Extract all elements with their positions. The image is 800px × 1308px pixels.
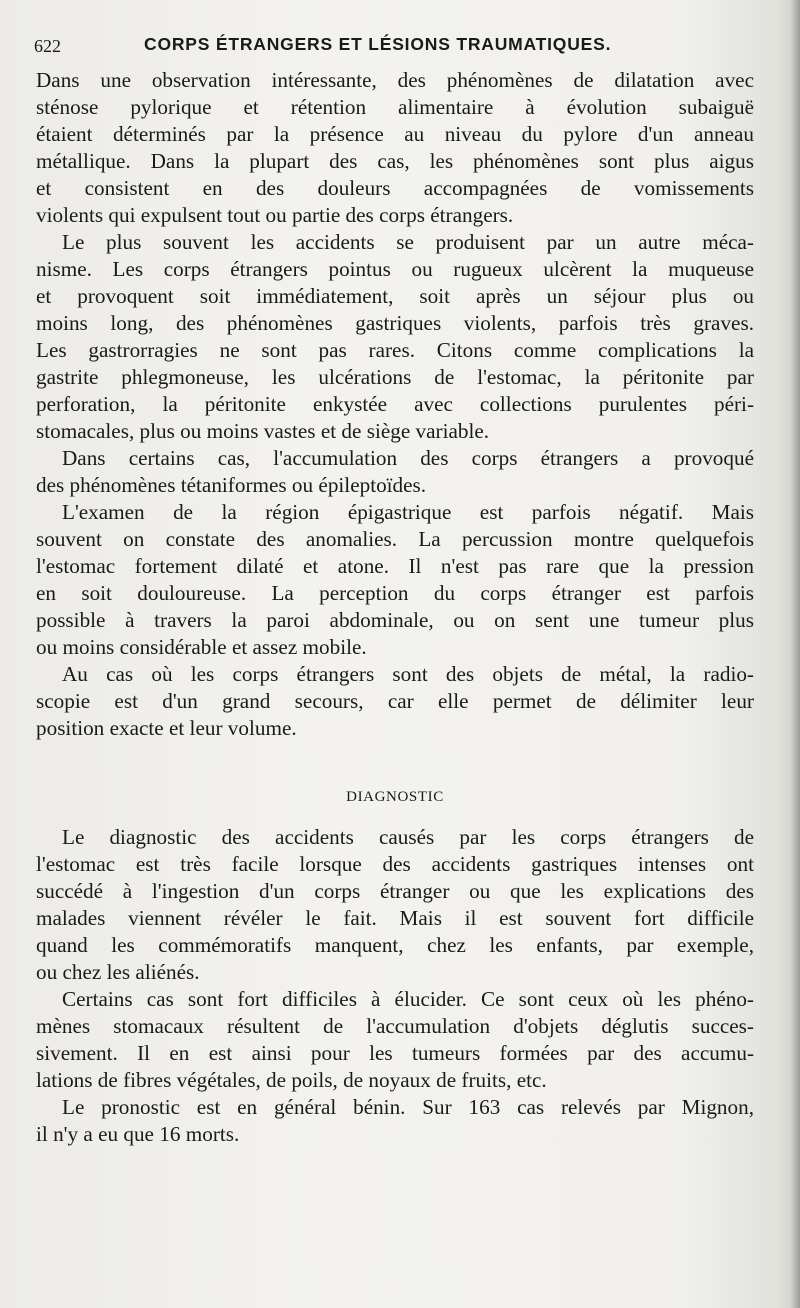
text-line: Certains cas sont fort difficiles à élucider. Ce sont ceux où les phéno- [62, 987, 754, 1011]
text-line: violents qui expulsent tout ou partie des corps étrangers. [36, 203, 514, 227]
paragraph [36, 67, 754, 229]
text-line: sivement. Il en est ainsi pour les tumeurs formées par des accumu- [36, 1041, 754, 1065]
paragraph [36, 499, 754, 661]
text-line: malades viennent révéler le fait. Mais il est souvent fort difficile [36, 906, 754, 930]
text-line: position exacte et leur volume. [36, 716, 297, 740]
text-line: scopie est d'un grand secours, car elle permet de délimiter leur [36, 689, 754, 713]
text-line: étaient déterminés par la présence au niveau du pylore d'un anneau [36, 122, 754, 146]
text-line: en soit douloureuse. La perception du corps étranger est parfois [36, 581, 754, 605]
paragraph [36, 1094, 754, 1148]
text-line: moins long, des phénomènes gastriques violents, parfois très graves. [36, 311, 754, 335]
text-line: souvent on constate des anomalies. La percussion montre quelquefois [36, 527, 754, 551]
page-edge-shadow [790, 0, 800, 1308]
text-line: l'estomac est très facile lorsque des accidents gastriques intenses ont [36, 852, 754, 876]
text-line: Dans certains cas, l'accumulation des corps étrangers a provoqué [62, 446, 754, 470]
text-line: Le diagnostic des accidents causés par les corps étrangers de [62, 825, 754, 849]
text-line: Au cas où les corps étrangers sont des objets de métal, la radio- [62, 662, 754, 686]
body-text [36, 67, 754, 1148]
running-head: CORPS ÉTRANGERS ET LÉSIONS TRAUMATIQUES. [144, 34, 612, 54]
text-line: lations de fibres végétales, de poils, de noyaux de fruits, etc. [36, 1068, 547, 1092]
paragraph [36, 661, 754, 742]
text-line: ou chez les aliénés. [36, 960, 200, 984]
text-line: possible à travers la paroi abdominale, ou on sent une tumeur plus [36, 608, 754, 632]
page-number: 622 [34, 36, 61, 56]
text-line: métallique. Dans la plupart des cas, les phénomènes sont plus aigus [36, 149, 754, 173]
text-line: Le pronostic est en général bénin. Sur 163 cas relevés par Mignon, [62, 1095, 754, 1119]
section-heading: DIAGNOSTIC [346, 789, 444, 805]
paragraphs-after-heading [36, 824, 754, 1148]
text-line: L'examen de la région épigastrique est parfois négatif. Mais [62, 500, 754, 524]
paragraph [36, 986, 754, 1094]
text-line: stomacales, plus ou moins vastes et de siège variable. [36, 419, 490, 443]
page-header [34, 32, 774, 58]
text-line: succédé à l'ingestion d'un corps étranger ou que les explications des [36, 879, 754, 903]
paragraphs-before-heading [36, 67, 754, 742]
text-line: quand les commémoratifs manquent, chez les enfants, par exemple, [36, 933, 754, 957]
paragraph [36, 445, 754, 499]
text-line: mènes stomacaux résultent de l'accumulation d'objets déglutis succes- [36, 1014, 754, 1038]
text-line: perforation, la péritonite enkystée avec collections purulentes péri- [36, 392, 754, 416]
text-line: gastrite phlegmoneuse, les ulcérations de l'estomac, la péritonite par [36, 365, 754, 389]
text-line: l'estomac fortement dilaté et atone. Il n'est pas rare que la pression [36, 554, 754, 578]
text-line: Les gastrorragies ne sont pas rares. Citons comme complications la [36, 338, 754, 362]
text-line: ou moins considérable et assez mobile. [36, 635, 367, 659]
text-line: nisme. Les corps étrangers pointus ou rugueux ulcèrent la muqueuse [36, 257, 754, 281]
text-line: et consistent en des douleurs accompagnées de vomissements [36, 176, 754, 200]
text-line: il n'y a eu que 16 morts. [36, 1122, 240, 1146]
text-line: Dans une observation intéressante, des phénomènes de dilatation avec [36, 68, 754, 92]
text-line: des phénomènes tétaniformes ou épileptoïdes. [36, 473, 427, 497]
paragraph [36, 229, 754, 445]
text-line: sténose pylorique et rétention alimentaire à évolution subaiguë [36, 95, 754, 119]
text-line: Le plus souvent les accidents se produisent par un autre méca- [62, 230, 754, 254]
text-line: et provoquent soit immédiatement, soit après un séjour plus ou [36, 284, 754, 308]
paragraph [36, 824, 754, 986]
